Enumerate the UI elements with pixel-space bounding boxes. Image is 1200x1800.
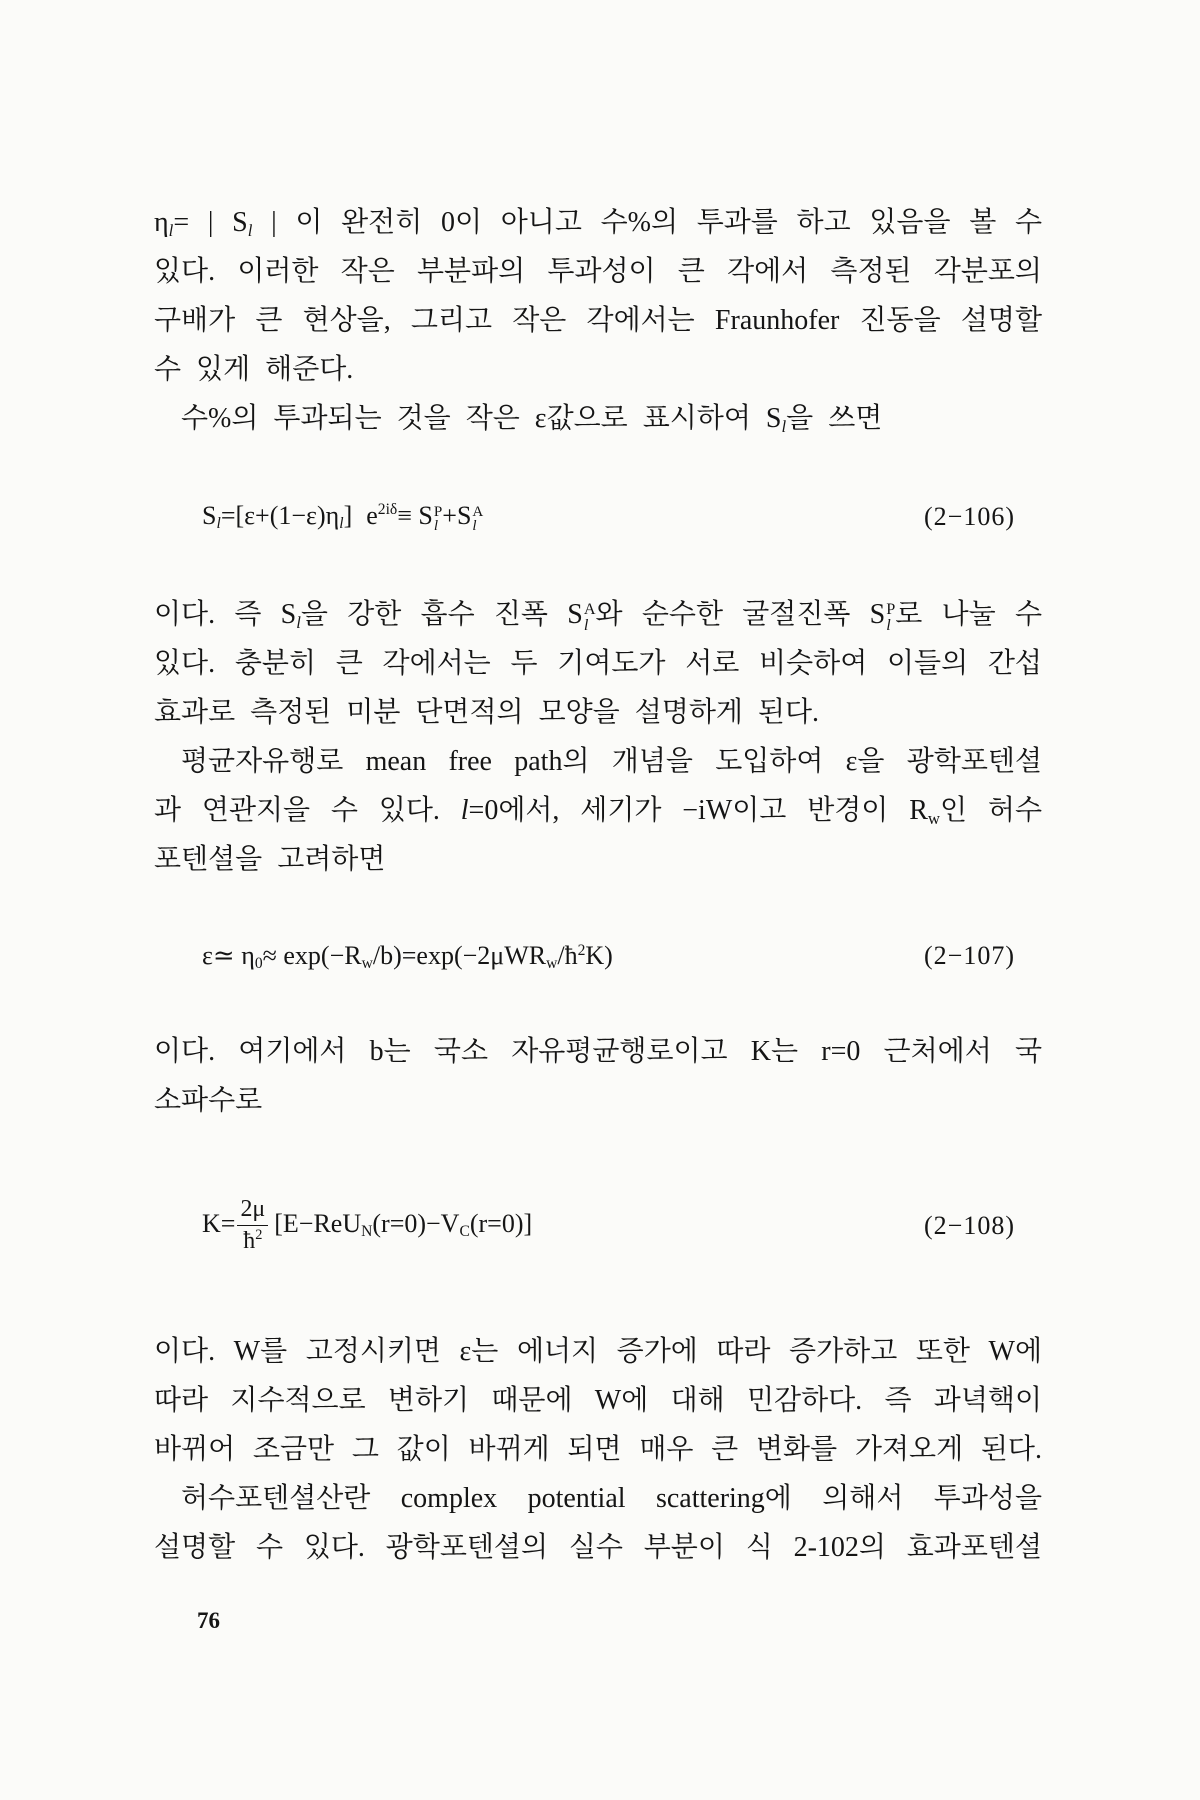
text-run: 있다. 충분히 큰 각에서는 두 기여도가 서로 비슷하여 이들의 간섭 (154, 648, 1042, 679)
superscript: P (433, 503, 443, 520)
equation-2-106 (154, 492, 1042, 541)
text-line (154, 1376, 1042, 1425)
subscript: l (433, 517, 439, 534)
subscript: l (296, 612, 301, 632)
math-run: K= (202, 1208, 236, 1238)
text-run: 을 쓰면 (786, 403, 883, 434)
equation-expression (202, 1195, 532, 1257)
subscript: l (886, 615, 891, 634)
text-run: 와 순수한 굴절진폭 S (595, 599, 886, 630)
text-run: 이다. 여기에서 b는 국소 자유평균행로이고 K는 r=0 근처에서 국 (154, 1036, 1042, 1067)
math-run: =[ε+(1−ε)η (220, 500, 340, 530)
superscript-subscript (584, 602, 596, 633)
text-line (154, 296, 1042, 345)
text-run: 수%의 투과되는 것을 작은 ε값으로 표시하여 S (181, 403, 782, 434)
text-line (154, 590, 1042, 639)
text-run: 로 나눌 수 (895, 599, 1042, 630)
math-run: /b)=exp(−2μWR (372, 940, 547, 970)
eta-symbol: η (154, 207, 169, 238)
text-run: 포텐셜을 고려하면 (154, 844, 386, 875)
subscript: l (247, 220, 253, 240)
subscript: w (361, 955, 373, 973)
math-run: e (366, 500, 378, 530)
text-line (154, 786, 1042, 835)
subscript: 0 (254, 955, 263, 973)
text-run: 설명할 수 있다. 광학포텐셜의 실수 부분이 식 2-102의 효과포텐셜 (154, 1532, 1042, 1563)
text-run: 구배가 큰 현상을, 그리고 작은 각에서는 Fraunhofer 진동을 설명할 (154, 305, 1042, 336)
subscript: w (927, 808, 940, 828)
math-run: ≈ exp(−R (262, 940, 362, 970)
math-run: (r=0)] (469, 1208, 533, 1238)
text-run: =0에서, 세기가 −iW이고 반경이 R (468, 795, 928, 826)
equation-2-108 (154, 1175, 1042, 1277)
text-line (154, 1425, 1042, 1474)
fraction-denominator (243, 1226, 262, 1257)
text-run: 허수포텐셜산란 complex potential scattering에 의해서 투과성을 (181, 1483, 1042, 1514)
equation-number: (2−106) (924, 501, 1015, 531)
math-run: (r=0)−V (372, 1208, 460, 1238)
subscript: C (459, 1223, 470, 1241)
subscript: l (781, 416, 787, 436)
text-line (154, 688, 1042, 737)
text-run: = | S (173, 207, 248, 238)
superscript: 2iδ (377, 501, 398, 519)
fraction (237, 1195, 268, 1257)
text-line (154, 1523, 1042, 1572)
math-run: ε≃ η (202, 940, 255, 970)
superscript: 2 (255, 1227, 263, 1244)
text-run: 수 있게 해준다. (154, 354, 354, 385)
text-line (154, 1474, 1042, 1523)
superscript: 2 (577, 941, 586, 959)
text-run: 인 허수 (940, 795, 1042, 826)
text-run: 과 연관지을 수 있다. (154, 795, 461, 826)
math-run: ] (343, 500, 353, 530)
superscript: A (583, 600, 596, 619)
subscript: w (546, 955, 558, 973)
math-run: ≡ S (397, 500, 433, 530)
text-run: 을 강한 흡수 진폭 S (300, 599, 583, 630)
text-run: 소파수로 (154, 1085, 263, 1116)
text-run: 있다. 이러한 작은 부분파의 투과성이 큰 각에서 측정된 각분포의 (154, 256, 1042, 287)
subscript: l (583, 615, 589, 634)
text-line (154, 247, 1042, 296)
text-line (154, 1327, 1042, 1376)
text-line (154, 1027, 1042, 1076)
math-run: /ħ (557, 940, 578, 970)
text-line (154, 639, 1042, 688)
subscript: l (168, 220, 174, 240)
equation-number: (2−107) (924, 940, 1015, 970)
superscript-subscript (472, 505, 483, 534)
text-run: 이다. W를 고정시키면 ε는 에너지 증가에 따라 증가하고 또한 W에 (154, 1336, 1042, 1367)
superscript: A (472, 503, 484, 520)
body-text (154, 198, 1042, 1645)
fraction-numerator: 2μ (237, 1195, 268, 1226)
math-run: S (202, 500, 217, 530)
superscript: P (886, 600, 896, 619)
math-run: +S (442, 500, 472, 530)
subscript: N (361, 1223, 373, 1241)
text-run: 이다. 즉 S (154, 599, 297, 630)
text-line (154, 1076, 1042, 1125)
equation-2-107 (154, 931, 1042, 980)
subscript: l (339, 515, 344, 533)
math-run: ħ (243, 1227, 256, 1254)
equation-expression (202, 940, 613, 971)
subscript: l (472, 517, 477, 534)
equation-number: (2−108) (924, 1211, 1015, 1240)
text-run: | 이 완전히 0이 아니고 수%의 투과를 하고 있음을 볼 수 (252, 207, 1042, 238)
equation-expression (202, 500, 483, 533)
text-line (154, 394, 1042, 443)
superscript-subscript (886, 602, 895, 633)
math-run: [E−ReU (274, 1208, 362, 1238)
page-number: 76 (197, 1608, 220, 1633)
text-run: 따라 지수적으로 변하기 때문에 W에 대해 민감하다. 즉 과녁핵이 (154, 1385, 1042, 1416)
text-run: 평균자유행로 mean free path의 개념을 도입하여 ε을 광학포텐셜 (181, 746, 1042, 777)
text-run: 바뀌어 조금만 그 값이 바뀌게 되면 매우 큰 변화를 가져오게 된다. (154, 1434, 1042, 1465)
italic-variable: l (460, 795, 469, 826)
text-line (154, 835, 1042, 884)
text-run: 효과로 측정된 미분 단면적의 모양을 설명하게 된다. (154, 697, 820, 728)
text-line (154, 198, 1042, 247)
math-run: K) (585, 940, 613, 970)
subscript: l (216, 515, 221, 533)
text-line (154, 345, 1042, 394)
text-line (154, 737, 1042, 786)
